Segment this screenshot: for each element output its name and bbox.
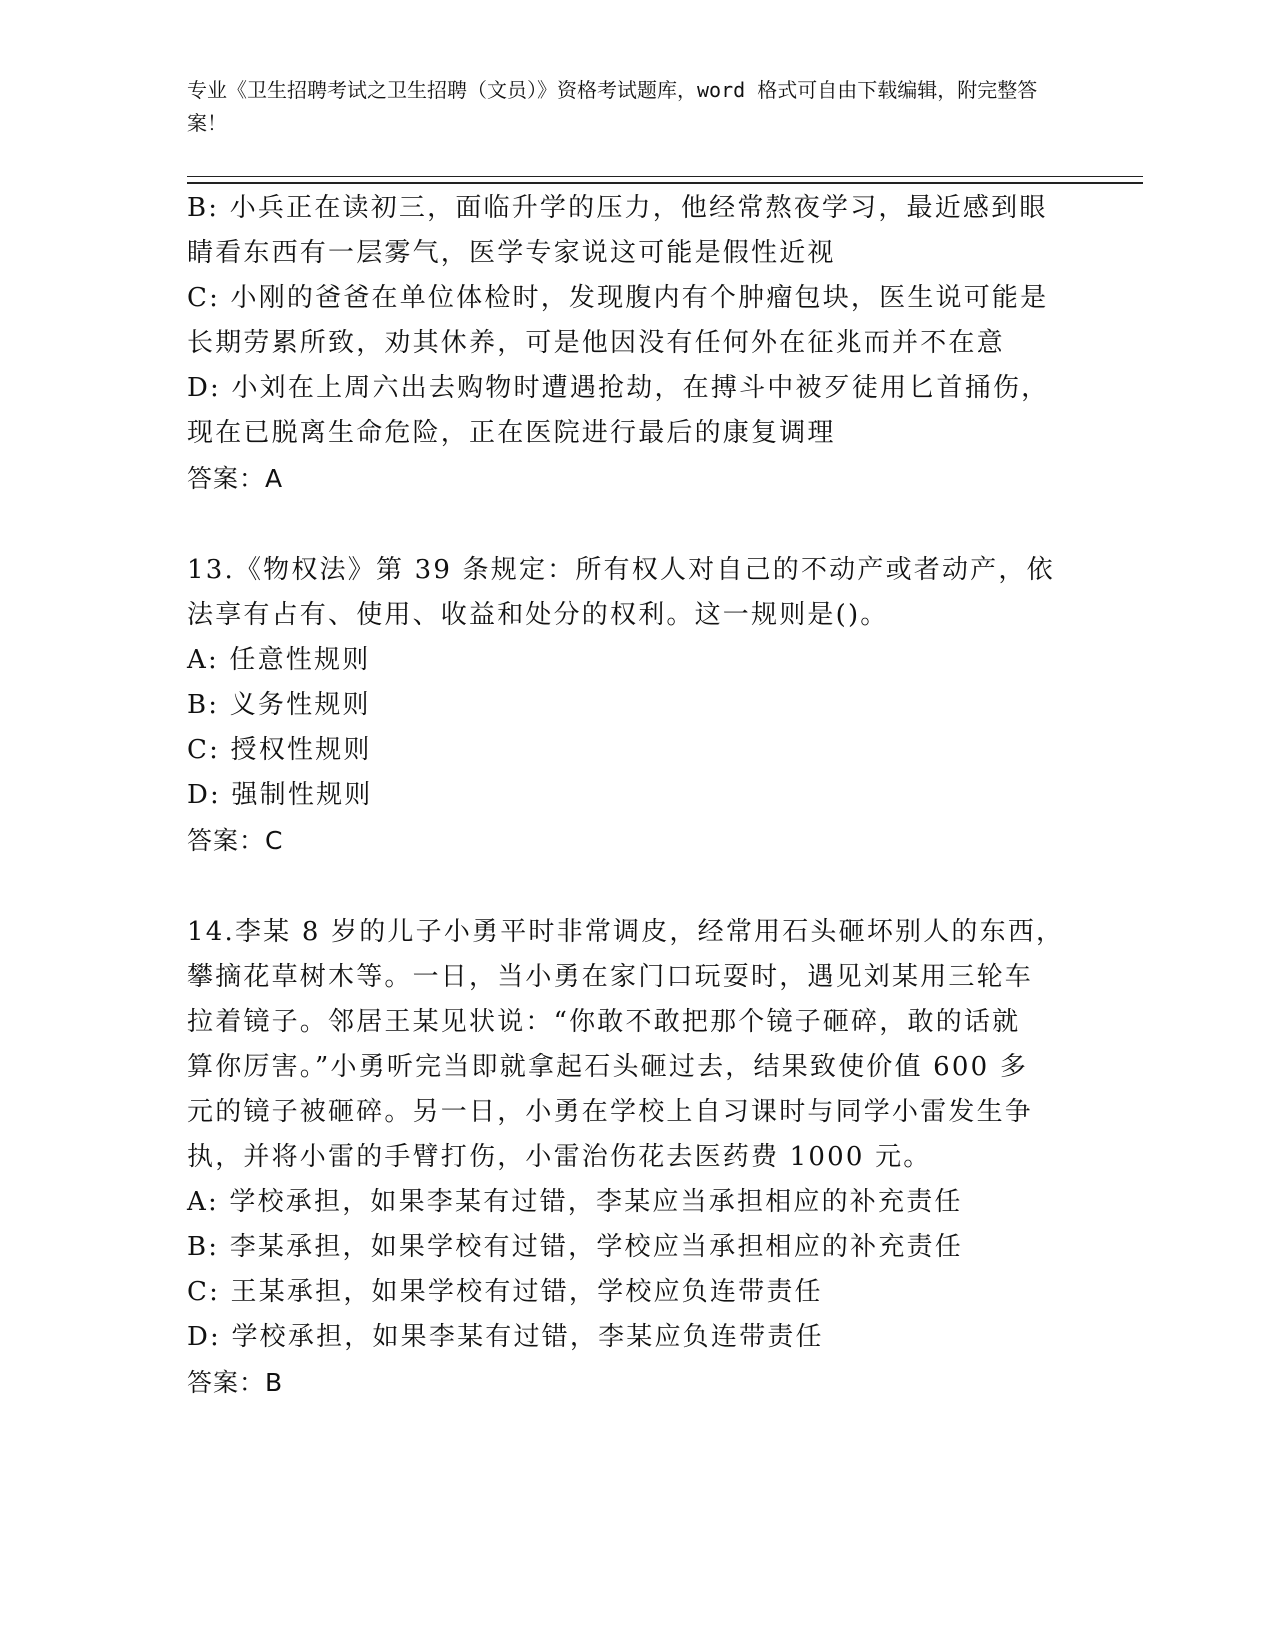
header-rule-thin <box>187 176 1143 177</box>
header-rule-thick <box>187 182 1143 184</box>
q12-option-b-line-2: 睛看东西有一层雾气，医学专家说这可能是假性近视 <box>187 238 836 268</box>
q12-option-c-line-2: 长期劳累所致，劝其休养，可是他因没有任何外在征兆而并不在意 <box>187 328 1005 358</box>
q14-stem-line-6: 执，并将小雷的手臂打伤，小雷治伤花去医药费 1000 元。 <box>187 1142 932 1172</box>
q13-option-d: D: 强制性规则 <box>187 780 373 810</box>
q14-option-c: C: 王某承担，如果学校有过错，学校应负连带责任 <box>187 1277 823 1307</box>
q13-stem-line-2: 法享有占有、使用、收益和处分的权利。这一规则是()。 <box>187 600 889 630</box>
q12-option-c-line-1: C: 小刚的爸爸在单位体检时，发现腹内有个肿瘤包块，医生说可能是 <box>187 283 1049 313</box>
q12-option-d-line-2: 现在已脱离生命危险，正在医院进行最后的康复调理 <box>187 418 836 448</box>
q13-option-a: A: 任意性规则 <box>187 645 371 675</box>
question-13 <box>187 548 1087 863</box>
q14-answer: 答案：B <box>187 1368 284 1397</box>
q14-stem-line-4: 算你厉害。”小勇听完当即就拿起石头砸过去，结果致使价值 600 多 <box>187 1052 1029 1082</box>
q14-stem-line-5: 元的镜子被砸碎。另一日，小勇在学校上自习课时与同学小雷发生争 <box>187 1097 1034 1127</box>
q14-option-a: A: 学校承担，如果李某有过错，李某应当承担相应的补充责任 <box>187 1187 963 1217</box>
q14-stem-line-2: 攀摘花草树木等。一日，当小勇在家门口玩耍时，遇见刘某用三轮车 <box>187 962 1034 992</box>
q14-option-b: B: 李某承担，如果学校有过错，学校应当承担相应的补充责任 <box>187 1232 963 1262</box>
q12-option-d-line-1: D: 小刘在上周六出去购物时遭遇抢劫，在搏斗中被歹徒用匕首捅伤， <box>187 373 1050 403</box>
q13-option-c: C: 授权性规则 <box>187 735 372 765</box>
q13-stem-line-1: 13.《物权法》第 39 条规定：所有权人对自己的不动产或者动产，依 <box>187 555 1055 585</box>
q12-answer: 答案：A <box>187 464 284 493</box>
q14-stem-line-3: 拉着镜子。邻居王某见状说：“你敢不敢把那个镜子砸碎，敢的话就 <box>187 1007 1021 1037</box>
q13-answer: 答案：C <box>187 826 284 855</box>
q13-option-b: B: 义务性规则 <box>187 690 371 720</box>
question-12-remainder <box>187 186 1087 501</box>
q12-option-b-line-1: B: 小兵正在读初三，面临升学的压力，他经常熬夜学习，最近感到眼 <box>187 193 1048 223</box>
document-header: 专业《卫生招聘考试之卫生招聘（文员）》资格考试题库，word 格式可自由下载编辑，附完整答案！ <box>187 78 1038 135</box>
question-14 <box>187 910 1087 1405</box>
document-body <box>187 186 1087 1405</box>
q14-option-d: D: 学校承担，如果李某有过错，李某应负连带责任 <box>187 1322 824 1352</box>
q14-stem-line-1: 14.李某 8 岁的儿子小勇平时非常调皮，经常用石头砸坏别人的东西， <box>187 917 1065 947</box>
